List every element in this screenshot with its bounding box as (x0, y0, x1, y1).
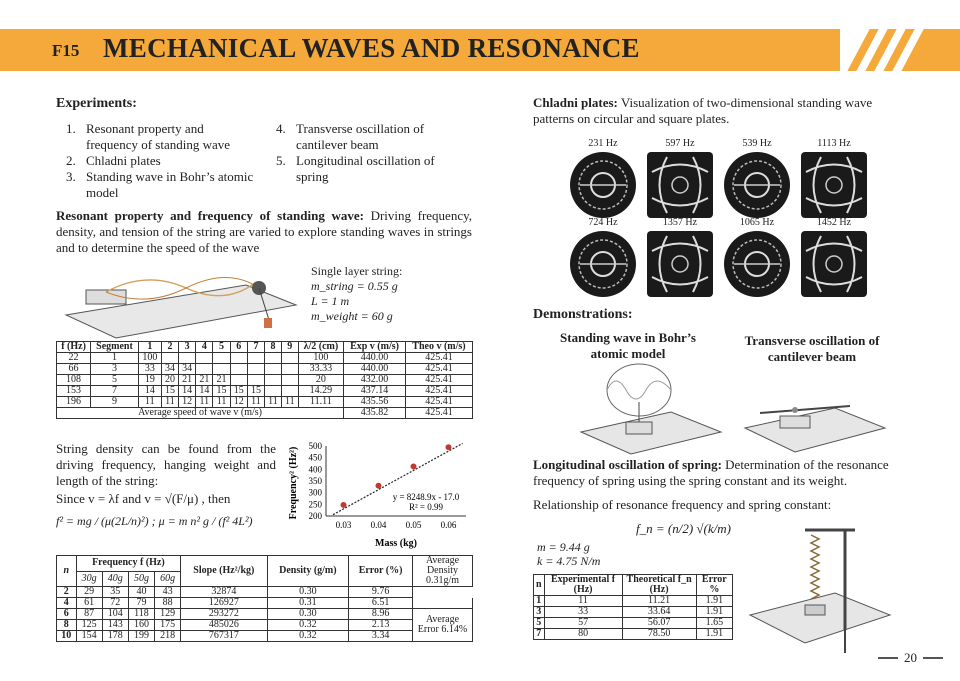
t1-cell: 435.56 (344, 397, 406, 408)
t1-cell (196, 364, 213, 375)
t2-cell: 32874 (181, 587, 267, 598)
table-row (57, 397, 473, 408)
avg-density-cell: Average Density 0.31g/m (413, 556, 473, 587)
t1-cell (265, 386, 282, 397)
t1-cell: 21 (196, 375, 213, 386)
spring-relation: Relationship of resonance frequency and spring constant: (533, 497, 832, 512)
t2-cell: 29 (76, 587, 102, 598)
density-header: Density (g/m) (267, 556, 349, 587)
t2-cell: 218 (155, 631, 181, 642)
avg-error-cell: Average Error 6.14% (413, 609, 473, 642)
table-row (57, 353, 473, 364)
cantilever-apparatus-illustration (740, 378, 890, 456)
t2-cell: 178 (102, 631, 128, 642)
trendline (333, 443, 463, 514)
t2-cell: 0.31 (267, 598, 349, 609)
plate-frequency-label: 724 Hz (588, 217, 618, 228)
plate-frequency-label: 1357 Hz (662, 217, 698, 228)
t2-cell: 129 (155, 609, 181, 620)
data-point (411, 463, 417, 469)
x-tick-label: 0.06 (440, 520, 457, 530)
t2-cell: 6 (57, 609, 77, 620)
t1-cell (161, 353, 178, 364)
t1-cell: 20 (161, 375, 178, 386)
page-divider-right (923, 657, 943, 659)
t1-cell (230, 375, 247, 386)
chladni-paragraph: Chladni plates: Visualization of two-dimensional standing wave patterns on circular and square plates. (533, 95, 873, 126)
t1-cell (179, 353, 196, 364)
t1-header: 5 (213, 342, 230, 353)
t1-cell: 425.41 (405, 386, 472, 397)
x-tick-label: 0.05 (405, 520, 422, 530)
t3-cell: 1.91 (696, 607, 732, 618)
chladni-plate-image (801, 231, 867, 297)
table-row (57, 587, 473, 598)
n-header: n (57, 556, 77, 587)
t1-header: Exp v (m/s) (344, 342, 406, 353)
t1-cell: 7 (91, 386, 139, 397)
t2-cell: 40 (128, 587, 154, 598)
t1-cell: 11 (247, 397, 264, 408)
y-tick-label: 400 (308, 464, 322, 475)
spring-params (537, 540, 600, 568)
r-squared: R² = 0.99 (408, 502, 444, 512)
t2-cell: 118 (128, 609, 154, 620)
trendline-equation: y = 8248.9x - 17.0 (392, 492, 460, 502)
t3-cell: 33.64 (622, 607, 696, 618)
t1-cell: 15 (247, 386, 264, 397)
t1-cell: 34 (179, 364, 196, 375)
t1-header: 6 (230, 342, 247, 353)
spring-mass: m = 9.44 g (537, 540, 590, 554)
table-row (534, 607, 733, 618)
t1-header: 3 (179, 342, 196, 353)
string-apparatus-illustration (56, 260, 306, 340)
t1-cell: 11 (265, 397, 282, 408)
t1-cell: 425.41 (405, 364, 472, 375)
t1-cell: 440.00 (344, 353, 406, 364)
t1-cell: 3 (91, 364, 139, 375)
frequency-mass-chart (286, 438, 476, 550)
t1-cell: 66 (57, 364, 91, 375)
t2-cell: 126927 (181, 598, 267, 609)
t2-cell: 0.30 (267, 587, 349, 598)
y-axis-label: Frequency² (Hz²) (288, 446, 299, 520)
t2-cell: 35 (102, 587, 128, 598)
error-header: Error (%) (349, 556, 413, 587)
spring-constant: k = 4.75 N/m (537, 554, 601, 568)
t2-cell: 2 (57, 587, 77, 598)
t1-header: 2 (161, 342, 178, 353)
t2-cell: 154 (76, 631, 102, 642)
chladni-plate-image (724, 231, 790, 297)
cantilever-title: Transverse oscillation of cantilever beam (744, 333, 880, 364)
chladni-plate-image (801, 152, 867, 218)
experiments-heading: Experiments: (56, 96, 137, 111)
m-weight: m_weight = 60 g (311, 309, 393, 323)
chladni-plate-image (570, 231, 636, 297)
t1-cell (265, 375, 282, 386)
section-code: F15 (52, 41, 80, 60)
t1-cell (213, 364, 230, 375)
t1-header: 4 (196, 342, 213, 353)
t1-cell: 5 (91, 375, 139, 386)
t1-cell: 11 (161, 397, 178, 408)
bohr-apparatus-illustration (576, 362, 726, 457)
t3-header: n (534, 575, 545, 596)
string-label: Single layer string: (311, 264, 403, 278)
y-tick-label: 450 (308, 452, 322, 463)
t1-cell: 34 (161, 364, 178, 375)
t1-cell (281, 386, 298, 397)
t2-cell: 8 (57, 620, 77, 631)
spring-paragraph: Longitudinal oscillation of spring: Determination of the resonance frequency of spring using the spring constant and its weight. (533, 457, 889, 488)
t1-cell (265, 353, 282, 364)
y-tick-label: 200 (308, 511, 322, 521)
t2-cell: 2.13 (349, 620, 413, 631)
t1-cell (247, 364, 264, 375)
resonant-paragraph: Resonant property and frequency of standing wave: Driving frequency, density, and tension of the string are varied to explore standing waves in strings and to determine the speed of the wave (56, 208, 472, 255)
t1-header: 7 (247, 342, 264, 353)
plate-frequency-label: 1452 Hz (816, 217, 852, 228)
chladni-plate-image (724, 152, 790, 218)
t1-cell: 21 (213, 375, 230, 386)
t1-cell: 33 (138, 364, 161, 375)
t1-cell (265, 364, 282, 375)
page-footer (878, 650, 943, 666)
page-divider-left (878, 657, 898, 659)
t3-cell: 11 (544, 596, 622, 607)
plate-frequency-label: 231 Hz (588, 138, 618, 149)
t2-cell: 175 (155, 620, 181, 631)
t3-cell: 33 (544, 607, 622, 618)
t2-cell: 199 (128, 631, 154, 642)
t1-cell: 33.33 (298, 364, 343, 375)
t1-header: Segment (91, 342, 139, 353)
chladni-plate-image (647, 152, 713, 218)
string-parameters (311, 264, 402, 324)
bohr-title: Standing wave in Bohr’s atomic model (560, 330, 696, 361)
plate-frequency-label: 539 Hz (742, 138, 772, 149)
t3-header: Experimental f (Hz) (544, 575, 622, 596)
experiment-item-1: 1. Resonant property and frequency of standing wave (66, 121, 231, 152)
t2-cell: 0.32 (267, 631, 349, 642)
t1-cell: 21 (179, 375, 196, 386)
t1-cell: 11 (281, 397, 298, 408)
plate-frequency-label: 1113 Hz (817, 138, 851, 149)
header-banner (0, 29, 960, 71)
spring-apparatus-illustration (745, 525, 895, 655)
t1-cell: 14.29 (298, 386, 343, 397)
table-row (57, 375, 473, 386)
experiments-list-right (276, 121, 456, 185)
slope-header: Slope (Hz²/kg) (181, 556, 267, 587)
t1-cell: 100 (138, 353, 161, 364)
t2-cell: 79 (128, 598, 154, 609)
density-formula: f² = mg / (μ(2L/n)²) ; μ = m n² g / (f² 4L²) (56, 514, 253, 528)
t2-cell: 88 (155, 598, 181, 609)
t1-cell: 11 (213, 397, 230, 408)
t3-cell: 1.91 (696, 629, 732, 640)
y-tick-label: 300 (308, 487, 322, 498)
t2-cell: 0.30 (267, 609, 349, 620)
t1-cell: 425.41 (405, 353, 472, 364)
experiment-item-4: 4. Transverse oscillation of cantilever beam (276, 121, 425, 152)
experiment-item-2: 2. Chladni plates (66, 153, 161, 168)
experiments-list-left (66, 121, 266, 201)
t1-cell (196, 353, 213, 364)
t2-cell: 143 (102, 620, 128, 631)
t2-cell: 0.32 (267, 620, 349, 631)
data-point (376, 483, 382, 489)
t1-cell: 14 (138, 386, 161, 397)
t1-cell: 440.00 (344, 364, 406, 375)
t2-cell: 767317 (181, 631, 267, 642)
t1-cell: 432.00 (344, 375, 406, 386)
t2-cell: 3.34 (349, 631, 413, 642)
t1-cell (230, 353, 247, 364)
banner-stripes (840, 29, 960, 71)
spring-table (533, 574, 733, 640)
demonstrations-heading: Demonstrations: (533, 307, 633, 322)
t2-cell: 87 (76, 609, 102, 620)
table-row (57, 386, 473, 397)
t1-cell: 14 (179, 386, 196, 397)
table-row (57, 609, 473, 620)
table-row (534, 618, 733, 629)
t1-cell: 425.41 (405, 375, 472, 386)
t2-cell: 61 (76, 598, 102, 609)
t3-cell: 1.91 (696, 596, 732, 607)
t2-cell: 104 (102, 609, 128, 620)
mass-header: 30g (76, 571, 102, 587)
avg-theo-speed: 425.41 (405, 408, 472, 419)
t1-cell (247, 353, 264, 364)
table-row (57, 364, 473, 375)
y-tick-label: 250 (308, 499, 322, 510)
t1-cell: 22 (57, 353, 91, 364)
t2-cell: 8.96 (349, 609, 413, 620)
t1-cell: 12 (230, 397, 247, 408)
page-title: MECHANICAL WAVES AND RESONANCE (103, 33, 640, 63)
table-row (57, 631, 473, 642)
t1-cell (281, 375, 298, 386)
t1-cell: 11 (196, 397, 213, 408)
t3-cell: 3 (534, 607, 545, 618)
frequency-header: Frequency f (Hz) (76, 556, 181, 572)
chladni-plate-image (570, 152, 636, 218)
t1-header: Theo v (m/s) (405, 342, 472, 353)
t1-cell: 108 (57, 375, 91, 386)
t1-cell (281, 364, 298, 375)
t1-cell: 196 (57, 397, 91, 408)
standing-wave-table (56, 341, 473, 419)
t3-header: Error % (696, 575, 732, 596)
t1-cell: 15 (230, 386, 247, 397)
t2-cell: 43 (155, 587, 181, 598)
t1-cell: 14 (196, 386, 213, 397)
t1-cell: 12 (179, 397, 196, 408)
t3-cell: 1 (534, 596, 545, 607)
table-row (534, 596, 733, 607)
x-axis-label: Mass (kg) (375, 538, 417, 549)
t3-cell: 11.21 (622, 596, 696, 607)
t1-header: λ/2 (cm) (298, 342, 343, 353)
y-tick-label: 350 (308, 476, 322, 486)
string-length: L = 1 m (311, 294, 350, 308)
t1-cell: 100 (298, 353, 343, 364)
chladni-plate-image (647, 231, 713, 297)
t1-cell: 15 (161, 386, 178, 397)
mass-header: 60g (155, 571, 181, 587)
t1-cell: 19 (138, 375, 161, 386)
page-number: 20 (904, 650, 917, 665)
x-tick-label: 0.03 (335, 520, 352, 530)
x-tick-label: 0.04 (370, 520, 387, 530)
table-row (57, 620, 473, 631)
t3-cell: 80 (544, 629, 622, 640)
t3-cell: 56.07 (622, 618, 696, 629)
mass-header: 40g (102, 571, 128, 587)
t2-cell: 293272 (181, 609, 267, 620)
t2-cell: 9.76 (349, 587, 413, 598)
t2-cell: 6.51 (349, 598, 413, 609)
t1-cell: 11 (138, 397, 161, 408)
t1-cell: 437.14 (344, 386, 406, 397)
t3-cell: 78.50 (622, 629, 696, 640)
density-paragraph: String density can be found from the driving frequency, hanging weight and length of the string: (56, 441, 276, 488)
avg-exp-speed: 435.82 (344, 408, 406, 419)
m-string: m_string = 0.55 g (311, 279, 398, 293)
t1-cell: 153 (57, 386, 91, 397)
t2-cell: 72 (102, 598, 128, 609)
t1-cell: 1 (91, 353, 139, 364)
t1-cell (281, 353, 298, 364)
spring-formula: f_n = (n/2) √(k/m) (636, 521, 731, 536)
t1-cell (230, 364, 247, 375)
y-tick-label: 500 (308, 441, 322, 451)
t1-cell: 9 (91, 397, 139, 408)
plate-frequency-label: 597 Hz (665, 138, 695, 149)
t1-cell: 11.11 (298, 397, 343, 408)
t3-cell: 7 (534, 629, 545, 640)
density-table (56, 555, 473, 642)
t2-cell: 160 (128, 620, 154, 631)
t1-cell: 15 (213, 386, 230, 397)
t2-cell: 4 (57, 598, 77, 609)
t1-header: 9 (281, 342, 298, 353)
t3-cell: 57 (544, 618, 622, 629)
t2-cell: 125 (76, 620, 102, 631)
t3-cell: 5 (534, 618, 545, 629)
avg-speed-label: Average speed of wave v (m/s) (57, 408, 344, 419)
t1-cell (213, 353, 230, 364)
plate-frequency-label: 1065 Hz (739, 217, 775, 228)
filler-cell (413, 598, 473, 609)
t1-cell: 20 (298, 375, 343, 386)
t3-cell: 1.65 (696, 618, 732, 629)
t1-cell: 425.41 (405, 397, 472, 408)
t2-cell: 485026 (181, 620, 267, 631)
data-point (446, 444, 452, 450)
experiment-item-5: 5. Longitudinal oscillation of spring (276, 153, 435, 184)
t1-header: 8 (265, 342, 282, 353)
table-row (534, 629, 733, 640)
t2-cell: 10 (57, 631, 77, 642)
density-since: Since v = λf and v = √(F/μ) , then (56, 491, 231, 506)
t1-cell (247, 375, 264, 386)
t1-header: f (Hz) (57, 342, 91, 353)
mass-header: 50g (128, 571, 154, 587)
t1-header: 1 (138, 342, 161, 353)
experiment-item-3: 3. Standing wave in Bohr’s atomic model (66, 169, 254, 200)
table-row (57, 598, 473, 609)
t3-header: Theoretical f_n (Hz) (622, 575, 696, 596)
data-point (341, 502, 347, 508)
